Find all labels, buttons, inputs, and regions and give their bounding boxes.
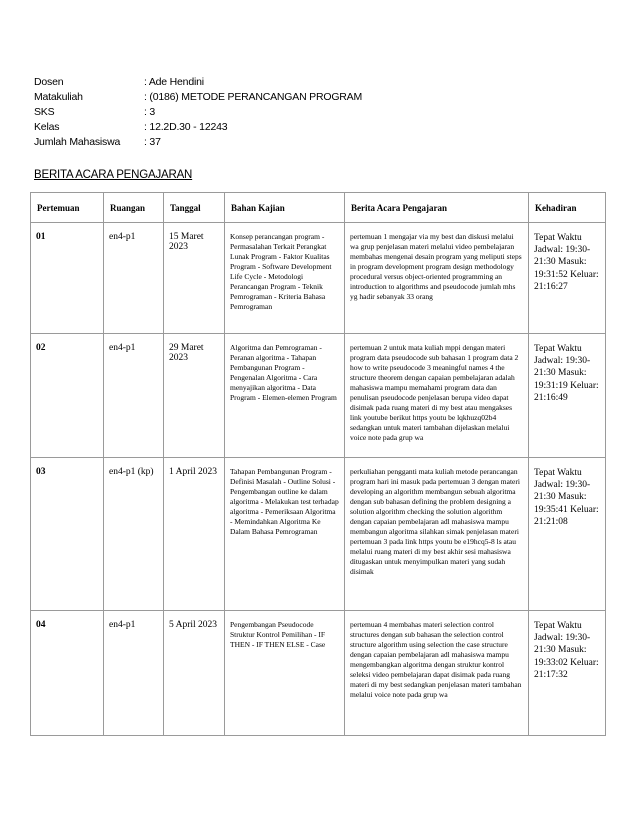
cell-pertemuan: 04 — [31, 611, 104, 736]
cell-bahan-kajian: Tahapan Pembangunan Program - Definisi Masalah - Outline Solusi - Pengembangan outline ke dalam algoritma - Melakukan test terhadap algoritma - Pemeriksaan Algoritma - Memindahkan Algoritma Ke Dalam Bahasa Pemrograman — [225, 458, 345, 611]
berita-acara-table — [30, 192, 606, 736]
info-label: Matakuliah — [34, 91, 83, 103]
cell-berita-acara: pertemuan 4 membahas materi selection control structures dengan sub bahasan the selection control structure algorithm using selection the case structure dengan capaian pembelajaran adl mahasiswa mampu mengembangkan algoritma dengan struktur kontrol seleksi video pembelajaran dapat disimak pada ruang materi di my best sedangkan penjelasan materi tambahan melalui voice note pada grup wa — [345, 611, 529, 736]
cell-pertemuan: 02 — [31, 334, 104, 458]
cell-berita-acara: pertemuan 2 untuk mata kuliah mppi dengan materi program data pseudocode sub bahasan 1 program data 2 how to write pseudocode 3 meaningful names 4 the structure theorem dengan capaian pembelajaran adalah mahasiswa mampu memahami program data dan penulisan pseudocode penjelasan berupa video dapat disimak pada ruang materi di my best atau mengakses link youtube berikut https youtu be lqkhuzq02b4 sedangkan untuk materi tambahan dijelaskan melalui voice note pada grup wa — [345, 334, 529, 458]
table-row — [31, 458, 606, 611]
info-label: Jumlah Mahasiswa — [34, 136, 121, 148]
table-row — [31, 334, 606, 458]
cell-tanggal: 15 Maret 2023 — [164, 223, 225, 334]
cell-ruangan: en4-p1 — [104, 334, 164, 458]
cell-ruangan: en4-p1 (kp) — [104, 458, 164, 611]
cell-berita-acara: perkuliahan pengganti mata kuliah metode perancangan program hari ini masuk pada pertemuan 3 dengan materi developing an algorithm membangun sebuah algoritma dengan sub bahasan defining the problem designing a solution algorithm checking the solution algorithm dengan capaian pembelajaran adl mahasiswa mampu membangun algoritma silahkan simak penjelasan materi pertemuan 3 pada link https youtu be e19hcq5-8 ls atau melalui ruang materi di my best akhir sesi mahasiswa ditugaskan untuk menyimpulkan materi yang sudah disimak — [345, 458, 529, 611]
header-kehadiran: Kehadiran — [529, 193, 606, 223]
cell-kehadiran: Tepat Waktu Jadwal: 19:30-21:30 Masuk: 19:31:19 Keluar: 21:16:49 — [529, 334, 606, 458]
table-header-row — [31, 193, 606, 223]
cell-bahan-kajian: Pengembangan Pseudocode Struktur Kontrol Pemilihan - IF THEN - IF THEN ELSE - Case — [225, 611, 345, 736]
info-value: : 12.2D.30 - 12243 — [144, 121, 228, 133]
cell-kehadiran: Tepat Waktu Jadwal: 19:30-21:30 Masuk: 19:33:02 Keluar: 21:17:32 — [529, 611, 606, 736]
info-row-jumlah-mahasiswa — [34, 135, 362, 150]
info-row-kelas — [34, 120, 362, 135]
header-berita-acara: Berita Acara Pengajaran — [345, 193, 529, 223]
section-title: BERITA ACARA PENGAJARAN — [34, 169, 193, 181]
info-row-dosen — [34, 75, 362, 90]
info-label: Dosen — [34, 76, 64, 88]
cell-tanggal: 1 April 2023 — [164, 458, 225, 611]
table-row — [31, 611, 606, 736]
cell-ruangan: en4-p1 — [104, 223, 164, 334]
cell-tanggal: 29 Maret 2023 — [164, 334, 225, 458]
cell-tanggal: 5 April 2023 — [164, 611, 225, 736]
info-label: Kelas — [34, 121, 60, 133]
cell-bahan-kajian: Konsep perancangan program - Permasalahan Terkait Perangkat Lunak Program - Faktor Kualitas Program - Software Development Life Cycle - Metodologi Perancangan Program - Teknik Pemrograman - Kriteria Bahasa Pemrograman — [225, 223, 345, 334]
course-info — [34, 75, 362, 150]
info-label: SKS — [34, 106, 55, 118]
header-tanggal: Tanggal — [164, 193, 225, 223]
cell-kehadiran: Tepat Waktu Jadwal: 19:30-21:30 Masuk: 19:31:52 Keluar: 21:16:27 — [529, 223, 606, 334]
cell-berita-acara: pertemuan 1 mengajar via my best dan diskusi melalui wa grup penjelasan materi melalui video pembelajaran membahas mengenai desain program yang meliputi steps in program development program design methodology procedural versus object-oriented programming an introduction to algorithms and pseudocode jumlah mhs yg hadir sebanyak 33 orang — [345, 223, 529, 334]
header-pertemuan: Pertemuan — [31, 193, 104, 223]
info-value: : 3 — [144, 106, 156, 118]
cell-bahan-kajian: Algoritma dan Pemrograman - Peranan algoritma - Tahapan Pembangunan Program - Pengenalan Algoritma - Cara menyajikan algoritma - Data Program - Elemen-elemen Program — [225, 334, 345, 458]
info-value: : Ade Hendini — [144, 76, 204, 88]
cell-pertemuan: 01 — [31, 223, 104, 334]
table-row — [31, 223, 606, 334]
info-value: : 37 — [144, 136, 161, 148]
header-bahan-kajian: Bahan Kajian — [225, 193, 345, 223]
info-value: : (0186) METODE PERANCANGAN PROGRAM — [144, 91, 363, 103]
header-ruangan: Ruangan — [104, 193, 164, 223]
cell-kehadiran: Tepat Waktu Jadwal: 19:30-21:30 Masuk: 19:35:41 Keluar: 21:21:08 — [529, 458, 606, 611]
info-row-sks — [34, 105, 362, 120]
info-row-matakuliah — [34, 90, 362, 105]
cell-pertemuan: 03 — [31, 458, 104, 611]
cell-ruangan: en4-p1 — [104, 611, 164, 736]
